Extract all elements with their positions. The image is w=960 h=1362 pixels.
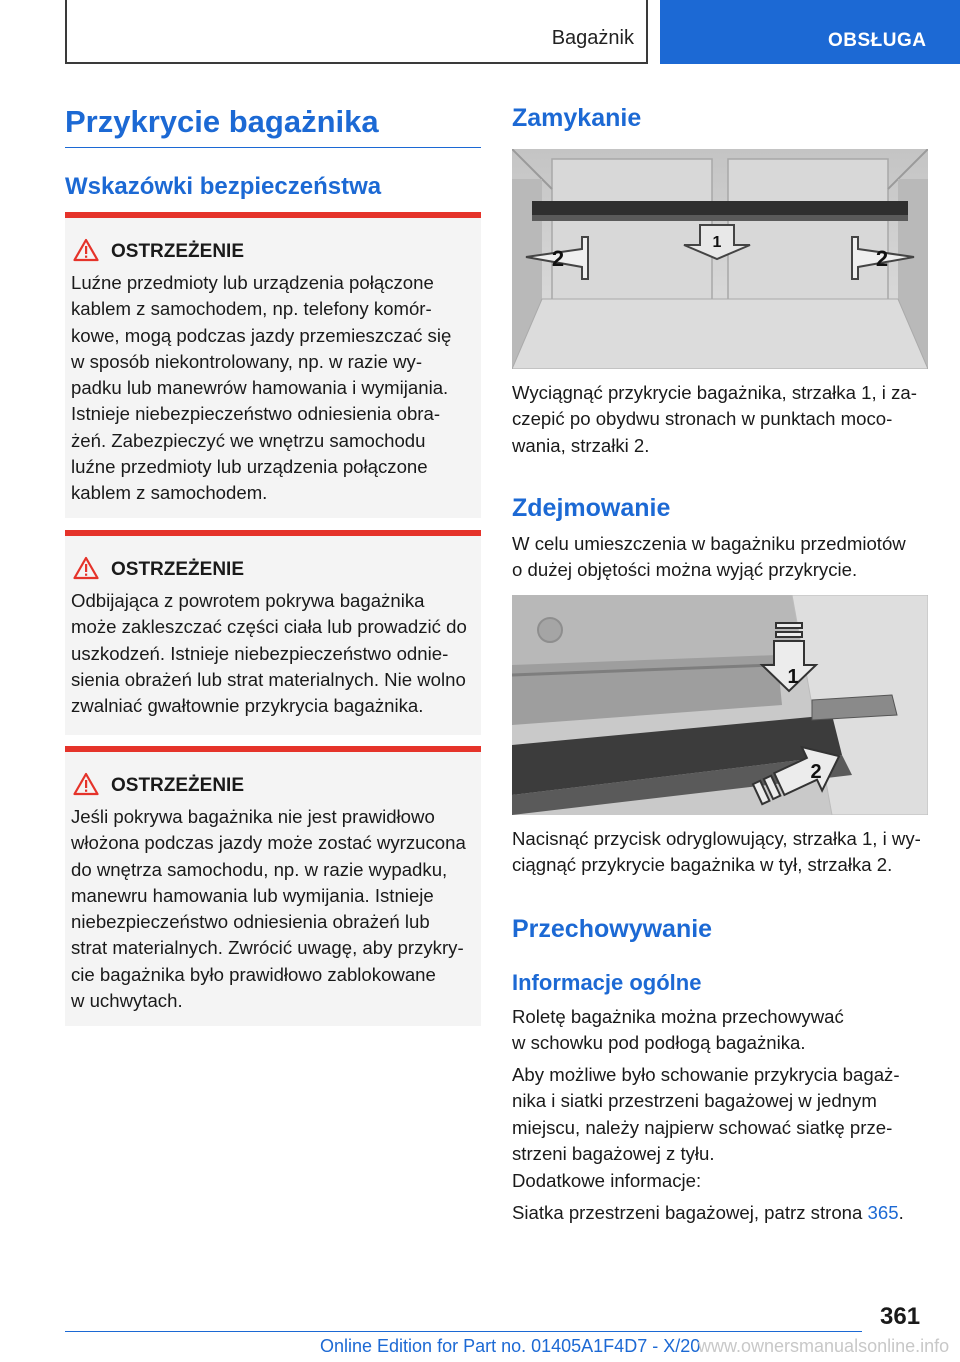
warning-triangle-icon <box>73 772 99 796</box>
storing-paragraph-2: Aby możliwe było schowanie przykrycia bagaż- nika i siatki przestrzeni bagażowej w jednym miejscu, należy najpierw schować siatkę prze- strzeni bagażowej z tyłu. <box>512 1064 900 1164</box>
warning-text: Odbijająca z powrotem pokrywa bagażnika może zakleszczać części ciała lub prowadzić do uszkodzeń. Istnieje niebezpieczeństwo odnie- sienia obrażeń lub strat materialnych. Nie wolno zwalniać gwałtownie przykrycia bagażnika. <box>71 590 467 717</box>
closing-arrow-2-right-label: 2 <box>875 246 889 271</box>
closing-arrow-1-label: 1 <box>712 234 722 251</box>
page-title: Przykrycie bagażnika <box>65 104 379 139</box>
section-title: OBSŁUGA <box>828 30 927 51</box>
removing-figure <box>512 595 928 815</box>
closing-figure <box>512 149 928 369</box>
footer-edition: Online Edition for Part no. 01405A1F4D7 - X/20 <box>320 1336 701 1356</box>
warning-triangle-icon <box>73 238 99 262</box>
storing-paragraph-1: Roletę bagażnika można przechowywać w schowku pod podłogą bagażnika. <box>512 1006 844 1054</box>
footer-watermark: www.ownersmanualsonline.info <box>698 1336 950 1356</box>
warning-text: Luźne przedmioty lub urządzenia połączone kablem z samochodem, np. telefony komór- kowe, mogą podczas jazdy przemieszczać się w sposób niekontrolowany, np. w razie wy- padku lub manewrów hamowania i wymijania. Istnieje niebezpieczeństwo odniesienia obra- żeń. Zabezpieczyć we wnętrzu samochodu luźne przedmioty lub urządzenia połączone kablem z samochodem. <box>71 272 452 504</box>
general-info-heading: Informacje ogólne <box>512 970 702 995</box>
page-link-365[interactable]: 365 <box>867 1202 899 1223</box>
removing-arrow-1-label: 1 <box>787 666 799 688</box>
warning-triangle-icon <box>73 556 99 580</box>
warning-label: OSTRZEŻENIE <box>111 241 245 262</box>
footer-divider <box>65 1331 862 1332</box>
storing-paragraph-3: Dodatkowe informacje: <box>512 1170 702 1191</box>
warning-box-2 <box>65 530 481 735</box>
removing-arrow-2-label: 2 <box>810 761 822 783</box>
storing-heading: Przechowywanie <box>512 915 713 943</box>
warning-label: OSTRZEŻENIE <box>111 775 245 796</box>
page-number: 361 <box>880 1303 921 1330</box>
storing-paragraph-4: Siatka przestrzeni bagażowej, patrz strona 365. <box>512 1202 904 1223</box>
warning-box-3 <box>65 746 481 1026</box>
warning-text: Jeśli pokrywa bagażnika nie jest prawidłowo włożona podczas jazdy może zostać wyrzucona do wnętrza samochodu, np. w razie wypadku, manewru hamowania lub wymijania. Istnieje niebezpieczeństwo odniesienia obrażeń lub strat materialnych. Zwrócić uwagę, aby przykry- cie bagażnika było prawidłowo zablokowane w uchwytach. <box>71 806 466 1012</box>
warning-label: OSTRZEŻENIE <box>111 559 245 580</box>
removing-heading: Zdejmowanie <box>512 494 671 522</box>
removing-intro: W celu umieszczenia w bagażniku przedmiotów o dużej objętości można wyjąć przykrycie. <box>512 533 906 581</box>
warning-box-1 <box>65 212 481 518</box>
chapter-title: Bagażnik <box>551 27 634 49</box>
closing-text: Wyciągnąć przykrycie bagażnika, strzałka 1, i za- czepić po obydwu stronach w punktach moco- wania, strzałki 2. <box>512 382 917 456</box>
header-chapter-box <box>65 0 648 64</box>
header-section-box <box>660 0 960 64</box>
closing-heading: Zamykanie <box>512 104 642 132</box>
removing-text: Nacisnąć przycisk odryglowujący, strzałka 1, i wy- ciągnąć przykrycie bagażnika w tył, strzałka 2. <box>512 828 921 876</box>
closing-arrow-2-left-label: 2 <box>551 246 565 271</box>
safety-heading: Wskazówki bezpieczeństwa <box>65 173 382 200</box>
title-divider <box>65 147 481 148</box>
